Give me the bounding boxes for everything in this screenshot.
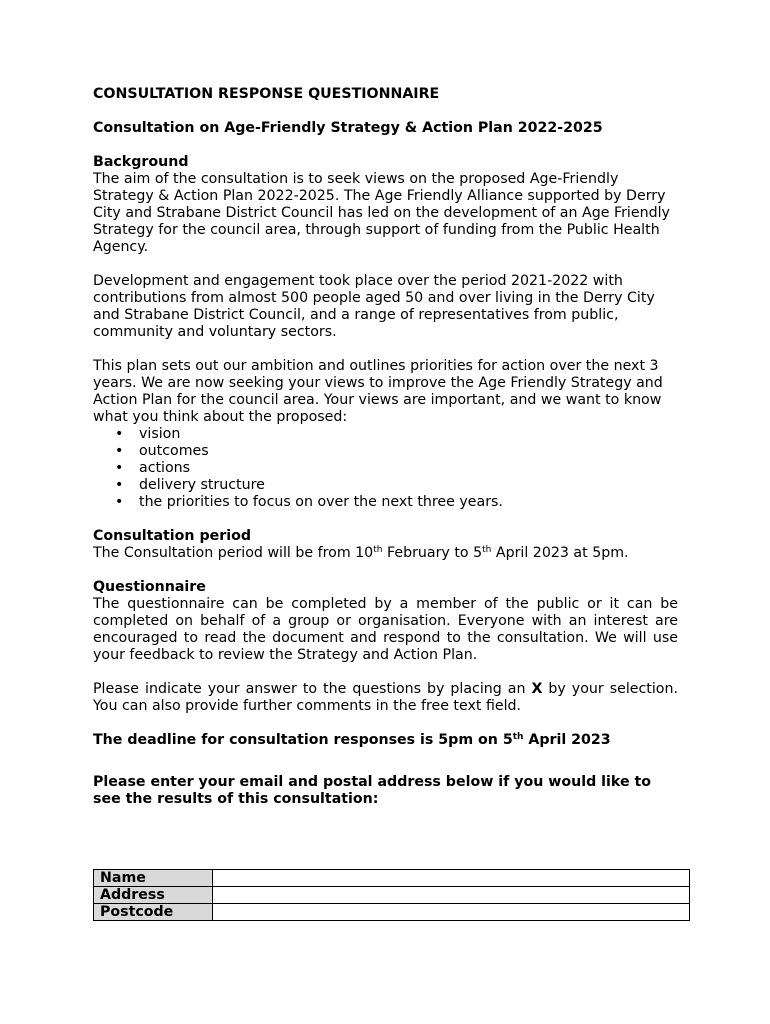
document-title: CONSULTATION RESPONSE QUESTIONNAIRE xyxy=(93,86,440,102)
background-paragraph-1: The aim of the consultation is to seek views on the proposed Age-Friendly Strategy & Action Plan 2022-2025. The Age Friendly Alliance supported by Derry City and Strabane District Council has led on the development of an Age Friendly Strategy for the council area, through support of funding from the Public Health Agency. xyxy=(93,171,670,255)
list-item: • delivery structure xyxy=(115,477,678,494)
list-item: • outcomes xyxy=(115,443,678,460)
name-label: Name xyxy=(94,870,213,887)
ordinal-suffix: th xyxy=(512,732,524,742)
list-item: • actions xyxy=(115,460,678,477)
period-text xyxy=(93,545,678,562)
contact-details-table xyxy=(93,869,690,921)
address-field[interactable] xyxy=(213,887,690,904)
proposed-items-list xyxy=(93,426,678,511)
deadline-text-part: April 2023 xyxy=(523,732,611,748)
document-page xyxy=(93,86,678,808)
background-paragraph-2: Development and engagement took place over the period 2021-2022 with contributions from almost 500 people aged 50 and over living in the Derry City and Strabane District Council, and a range of representatives from public, community and voluntary sectors. xyxy=(93,273,655,340)
background-paragraph-3: This plan sets out our ambition and outlines priorities for action over the next 3 years. We are now seeking your views to improve the Age Friendly Strategy and Action Plan for the council area. Your views are important, and we want to know what you think about the proposed: xyxy=(93,358,663,425)
list-item: • vision xyxy=(115,426,678,443)
instruction-text-part: Please indicate your answer to the questions by placing an xyxy=(93,681,532,697)
period-text-part: February to 5 xyxy=(382,545,483,561)
name-field[interactable] xyxy=(213,870,690,887)
ordinal-suffix: th xyxy=(373,545,383,555)
table-row xyxy=(94,870,690,887)
instruction-text-part: by your selection. You can also provide further comments in the free text field. xyxy=(93,681,678,714)
period-text-part: The Consultation period will be from 10 xyxy=(93,545,374,561)
table-row xyxy=(94,904,690,921)
background-heading: Background xyxy=(93,154,189,170)
document-subtitle: Consultation on Age-Friendly Strategy & Action Plan 2022-2025 xyxy=(93,120,603,136)
address-label: Address xyxy=(94,887,213,904)
questionnaire-heading: Questionnaire xyxy=(93,579,206,595)
questionnaire-paragraph-1: The questionnaire can be completed by a member of the public or it can be completed on behalf of a group or organisation. Everyone with an interest are encouraged to read the document and respond to the consultation. We will use your feedback to review the Strategy and Action Plan. xyxy=(93,596,678,663)
list-item: • the priorities to focus on over the next three years. xyxy=(115,494,678,511)
table-row xyxy=(94,887,690,904)
postcode-field[interactable] xyxy=(213,904,690,921)
period-heading: Consultation period xyxy=(93,528,251,544)
postcode-label: Postcode xyxy=(94,904,213,921)
period-text-part: April 2023 at 5pm. xyxy=(491,545,629,561)
ordinal-suffix: th xyxy=(482,545,492,555)
deadline-text-part: The deadline for consultation responses is 5pm on 5 xyxy=(93,732,513,748)
x-marker: X xyxy=(531,681,543,697)
deadline-text xyxy=(93,732,678,749)
questionnaire-paragraph-2 xyxy=(93,681,678,715)
contact-request-text: Please enter your email and postal address below if you would like to see the results of this consultation: xyxy=(93,774,652,807)
